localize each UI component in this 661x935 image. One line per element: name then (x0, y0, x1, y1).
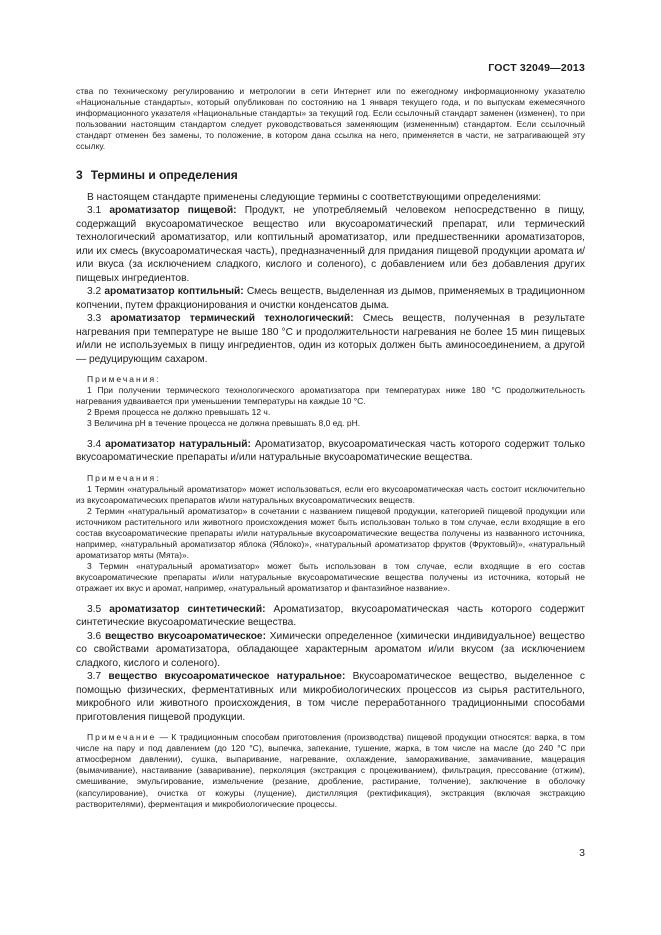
term-definition: Вкусоароматическое вещество, выделенное с помощью физических, ферментативных или микробиологических процессов из сырья растительного, микробного или животного происхождения, в том числе переработанного традиционными способами приготовления пищевой продукции. (76, 671, 585, 723)
term-3-5 (76, 603, 585, 630)
term-number: 3.7 (87, 671, 102, 683)
term-number: 3.1 (87, 205, 102, 217)
notes-block-3-4 (76, 473, 585, 595)
notes-heading: Примечания: (87, 472, 161, 483)
note-3-7 (76, 732, 585, 810)
term-name: ароматизатор пищевой: (109, 205, 237, 217)
document-header-standard: ГОСТ 32049—2013 (488, 62, 585, 74)
term-number: 3.4 (87, 438, 102, 450)
term-name: вещество вкусоароматическое натуральное: (108, 671, 346, 683)
term-name: вещество вкусоароматическое: (104, 630, 266, 642)
term-definition: Смесь веществ, полученная в результате нагревания при температуре не выше 180 °С и продолжительности нагревания не более 15 мин пищевых и/или не используемых в пищу ингредиентов, один из которых должен быть аминосоединением, а другой — редуцирующим сахаром. (76, 313, 585, 365)
note-item: 1 При получении термического технологического ароматизатора при температурах ниже 180 °С продолжительность нагревания удваивается при уменьшении температуры на каждые 10 °С. (76, 385, 585, 407)
page-number: 3 (579, 847, 585, 859)
note-heading: Примечание (87, 732, 157, 743)
page-content (76, 86, 585, 810)
term-definition: Ароматизатор, вкусоароматическая часть которого содержит только вкусоароматические препараты и/или натуральные вкусоароматические вещества. (76, 438, 585, 464)
term-3-7 (76, 670, 585, 724)
term-name: ароматизатор термический технологический: (110, 313, 354, 325)
term-definition: Ароматизатор, вкусоароматическая часть которого содержит синтетические вкусоароматические вещества. (76, 603, 585, 629)
term-3-4 (76, 438, 585, 465)
term-3-1 (76, 204, 585, 285)
note-item: 3 Термин «натуральный ароматизатор» может быть использован в том случае, если входящие в его состав вкусоароматические препараты и/или натуральные вкусоароматические вещества получены из источника, который не отражает их вкус и аромат, например, «натуральный ароматизатор и фантазийное название». (76, 561, 585, 594)
term-name: ароматизатор коптильный: (104, 286, 244, 298)
section-heading (76, 168, 585, 182)
term-definition: Химически определенное (химически индивидуальное) вещество со свойствами ароматизатора, обладающее характерным ароматом и/или вкусом (за исключением сладкого, кислого и соленого). (76, 630, 585, 669)
term-number: 3.5 (87, 603, 102, 615)
intro-paragraph: ства по техническому регулированию и метрологии в сети Интернет или по ежегодному информационному указателю «Национальные стандарты», который опубликован по состоянию на 1 января текущего года, и по выпускам ежемесячного информационного указателя «Национальные стандарты» за текущий год. Если ссылочный стандарт заменен (изменен), то при пользовании настоящим стандартом следует руководствоваться заменяющим (измененным) стандартом. Если ссылочный стандарт отменен без замены, то положение, в котором дана ссылка на него, применяется в части, не затрагивающей эту ссылку. (76, 86, 585, 152)
term-number: 3.2 (87, 286, 102, 298)
term-3-3 (76, 312, 585, 366)
section-number: 3 (76, 167, 83, 182)
section-title: Термины и определения (90, 167, 238, 182)
term-name: ароматизатор синтетический: (109, 603, 266, 615)
term-number: 3.6 (87, 630, 102, 642)
term-number: 3.3 (87, 313, 102, 325)
note-item: 3 Величина рН в течение процесса не должна превышать 8,0 ед. рН. (87, 418, 361, 429)
section-lead: В настоящем стандарте применены следующие термины с соответствующими определениями: (87, 191, 542, 203)
note-item: 2 Термин «натуральный ароматизатор» в сочетании с названием пищевой продукции, категорией пищевой продукции или источником растительного или животного происхождения может быть использован только в том случае, если входящие в его состав вкусоароматические препараты и/или натуральные вкусоароматические вещества получены из названного источника, например, «натуральный ароматизатор яблока (Яблоко)», «натуральный ароматизатор фруктов (Фруктовый)», «натуральный ароматизатор мяты (Мята)». (76, 505, 585, 561)
note-text: — К традиционным способам приготовления (производства) пищевой продукции относятся: варка, в том числе на пару и под давлением (до 120 °С), выпечка, запекание, тушение, жарка, в том числе на масле (до 240 °С при атмосферном давлении), сушка, выпаривание, нагревание, охлаждение, замораживание, замачивание, мацерация (вымачивание), настаивание (заваривание), перколяция (экстракция с процеживанием), фильтрация, прессование (отжим), смешивание, эмульгирование, измельчение (резание, дробление, растирание, толчение), заключение в оболочку (капсулирование), очистка от кожуры (лущение), дистилляция (ректификация), экстракция (включая экстракцию растворителями), ферментация и микробиологические процессы. (76, 732, 585, 809)
notes-heading: Примечания: (87, 374, 161, 385)
note-item: 2 Время процесса не должно превышать 12 ч. (87, 407, 271, 418)
term-definition: Продукт, не употребляемый человеком непосредственно в пищу, содержащий вкусоароматическое вещество или вкусоароматический препарат, или термический технологический ароматизатор, или коптильный ароматизатор, или предшественники ароматизаторов, или их смесь (вкусоароматическая часть), предназначенный для придания пищевой продукции аромата и/или вкуса (за исключением сладкого, кислого и соленого), с добавлением или без добавления других пищевых ингредиентов. (76, 205, 585, 284)
term-definition: Смесь веществ, выделенная из дымов, применяемых в традиционном копчении, путем фракционирования и очистки конденсатов дыма. (76, 286, 585, 311)
term-3-2 (76, 285, 585, 312)
term-3-6 (76, 630, 585, 671)
note-item: 1 Термин «натуральный ароматизатор» может использоваться, если его вкусоароматическая часть состоит исключительно из вкусоароматических препаратов и/или натуральных вкусоароматических веществ. (76, 483, 585, 505)
term-name: ароматизатор натуральный: (105, 438, 251, 450)
notes-block-3-3 (76, 374, 585, 429)
